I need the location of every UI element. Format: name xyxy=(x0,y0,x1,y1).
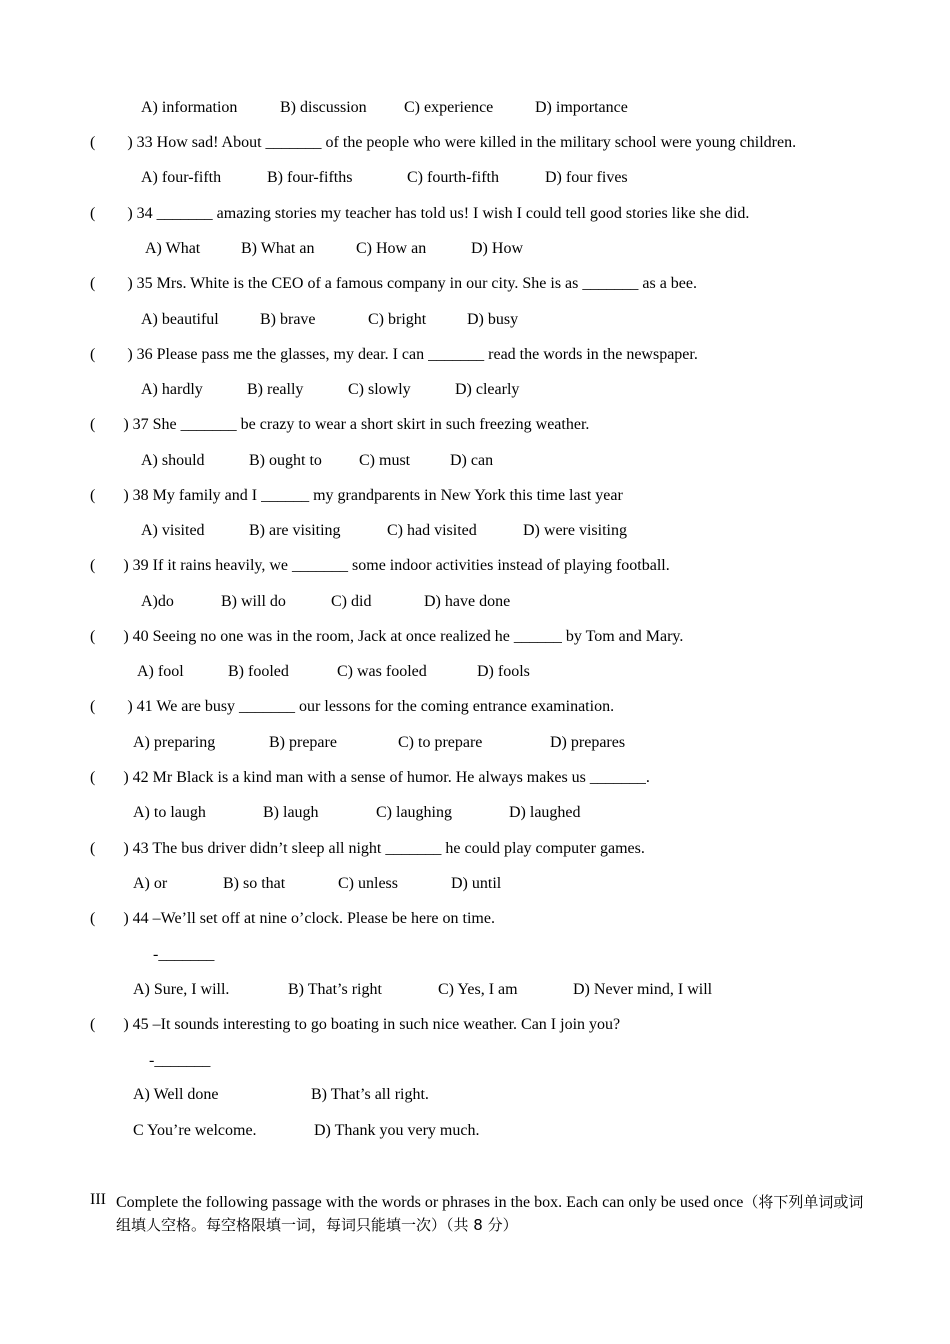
option: B) will do xyxy=(221,593,286,610)
option: D) fools xyxy=(477,663,530,680)
question-35-stem: ( ) 35 Mrs. White is the CEO of a famous company in our city. She is as _______ as a bee. xyxy=(90,275,697,292)
option: D) Never mind, I will xyxy=(573,981,713,998)
option: B) laugh xyxy=(263,804,319,821)
question-39-stem: ( ) 39 If it rains heavily, we _______ some indoor activities instead of playing football. xyxy=(90,557,670,574)
option: A) or xyxy=(133,875,168,892)
option: A) to laugh xyxy=(133,804,206,821)
option: B) fooled xyxy=(228,663,289,680)
option: C) had visited xyxy=(387,522,477,539)
option: B) ought to xyxy=(249,452,322,469)
question-36-stem: ( ) 36 Please pass me the glasses, my dear. I can _______ read the words in the newspaper. xyxy=(90,346,698,363)
option: A) should xyxy=(141,452,205,469)
option: D) How xyxy=(471,240,523,257)
option: A)do xyxy=(141,593,174,610)
section-number: III xyxy=(90,1191,106,1208)
option: A) Sure, I will. xyxy=(133,981,230,998)
option: D) until xyxy=(451,875,502,892)
question-37-stem: ( ) 37 She _______ be crazy to wear a short skirt in such freezing weather. xyxy=(90,416,590,433)
option: D) can xyxy=(450,452,494,469)
option: B) brave xyxy=(260,311,316,328)
option: B) What an xyxy=(241,240,315,257)
question-45-stem: ( ) 45 –It sounds interesting to go boating in such nice weather. Can I join you? xyxy=(90,1016,621,1033)
question-38-stem: ( ) 38 My family and I ______ my grandparents in New York this time last year xyxy=(90,487,623,504)
option: C) Yes, I am xyxy=(438,981,518,998)
option: D) were visiting xyxy=(523,522,627,539)
section-instruction xyxy=(116,1191,866,1237)
reply-blank: -_______ xyxy=(149,1052,211,1069)
option: A) four-fifth xyxy=(141,169,222,186)
option: C) bright xyxy=(368,311,427,328)
question-41-stem: ( ) 41 We are busy _______ our lessons for the coming entrance examination. xyxy=(90,698,615,715)
option: A) preparing xyxy=(133,734,216,751)
option: B) are visiting xyxy=(249,522,341,539)
option: C You’re welcome. xyxy=(133,1122,257,1139)
option: C) slowly xyxy=(348,381,411,398)
option: C) laughing xyxy=(376,804,452,821)
option: A) information xyxy=(141,99,238,116)
option: B) really xyxy=(247,381,304,398)
option: D) four fives xyxy=(545,169,628,186)
option: A) visited xyxy=(141,522,205,539)
option: D) Thank you very much. xyxy=(314,1122,480,1139)
option: B) That’s right xyxy=(288,981,382,998)
option: D) prepares xyxy=(550,734,626,751)
question-34-stem: ( ) 34 _______ amazing stories my teacher has told us! I wish I could tell good stories like she did. xyxy=(90,205,750,222)
option: D) laughed xyxy=(509,804,581,821)
section-instruction-cn: （将下列单词或词组填人空格。每空格限填一词，每词只能填一次）（共 8 分） xyxy=(116,1193,864,1234)
option: D) busy xyxy=(467,311,519,328)
option: C) to prepare xyxy=(398,734,483,751)
option: D) have done xyxy=(424,593,511,610)
option: D) importance xyxy=(535,99,628,116)
option: B) four-fifths xyxy=(267,169,353,186)
option: A) fool xyxy=(137,663,184,680)
section-instruction-en: Complete the following passage with the words or phrases in the box. Each can only be used once xyxy=(116,1194,744,1211)
option: A) What xyxy=(145,240,201,257)
option: C) fourth-fifth xyxy=(407,169,499,186)
option: A) Well done xyxy=(133,1086,219,1103)
option: C) experience xyxy=(404,99,494,116)
option: B) That’s all right. xyxy=(311,1086,429,1103)
option: D) clearly xyxy=(455,381,520,398)
option: B) discussion xyxy=(280,99,367,116)
question-33-stem: ( ) 33 How sad! About _______ of the people who were killed in the military school were young children. xyxy=(90,134,797,151)
question-44-stem: ( ) 44 –We’ll set off at nine o’clock. Please be here on time. xyxy=(90,910,495,927)
option: B) so that xyxy=(223,875,286,892)
option: A) beautiful xyxy=(141,311,219,328)
question-40-stem: ( ) 40 Seeing no one was in the room, Jack at once realized he ______ by Tom and Mary. xyxy=(90,628,684,645)
option: C) was fooled xyxy=(337,663,427,680)
option: B) prepare xyxy=(269,734,337,751)
option: C) How an xyxy=(356,240,427,257)
question-42-stem: ( ) 42 Mr Black is a kind man with a sense of humor. He always makes us _______. xyxy=(90,769,650,786)
option: C) unless xyxy=(338,875,398,892)
question-43-stem: ( ) 43 The bus driver didn’t sleep all night _______ he could play computer games. xyxy=(90,840,645,857)
option: A) hardly xyxy=(141,381,203,398)
option: C) must xyxy=(359,452,411,469)
reply-blank: -_______ xyxy=(153,946,215,963)
option: C) did xyxy=(331,593,372,610)
